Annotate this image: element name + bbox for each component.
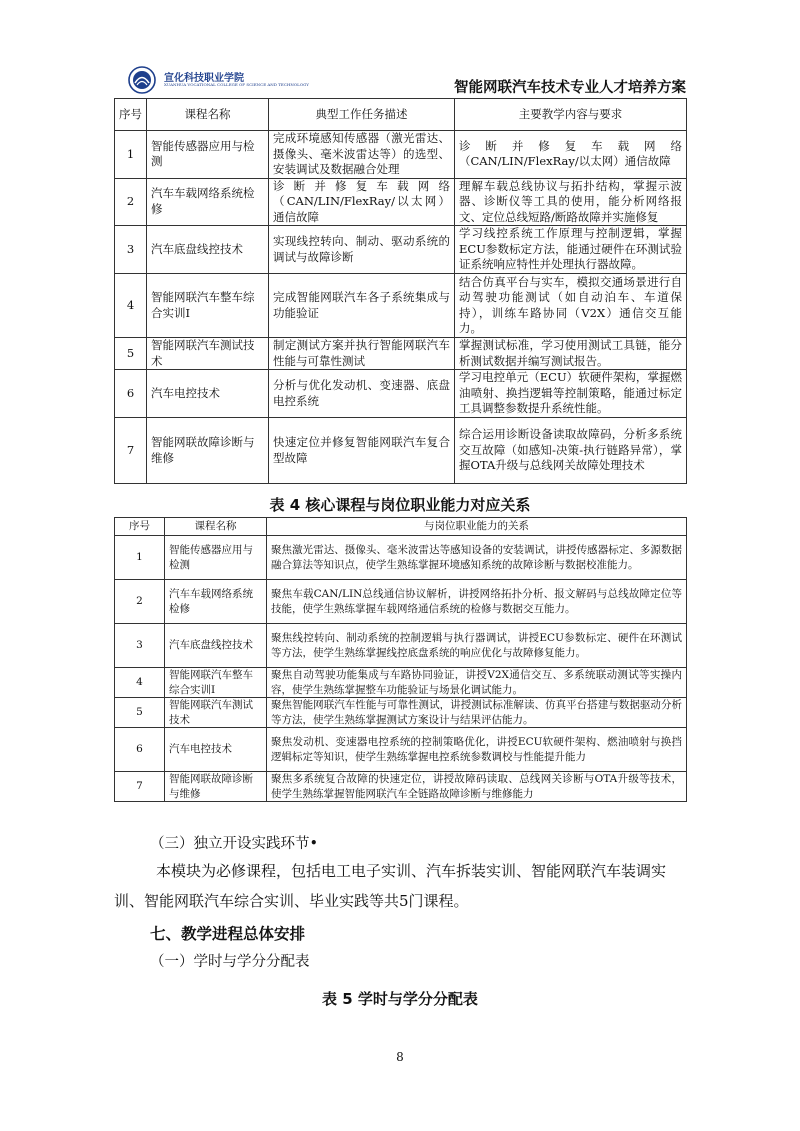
task-description: 完成智能网联汽车各子系统集成与功能验证: [269, 274, 455, 338]
course-ability-table: [114, 517, 687, 802]
school-name: 宣化科技职业学院: [164, 73, 244, 84]
ability-relation: 聚焦多系统复合故障的快速定位，讲授故障码读取、总线网关诊断与OTA升级等技术，使学生熟练掌握智能网联汽车全链路故障诊断与维修能力: [267, 772, 687, 802]
course-name: 汽车车载网络系统检修: [165, 580, 267, 624]
ability-relation: 聚焦发动机、变速器电控系统的控制策略优化，讲授ECU软硬件架构、燃油喷射与换挡逻辑标定等知识，使学生熟练掌握电控系统参数调校与性能提升能力: [267, 728, 687, 772]
page-number: 8: [396, 1050, 404, 1064]
ability-relation: 聚焦自动驾驶功能集成与车路协同验证，讲授V2X通信交互、多系统联动测试等实操内容，使学生熟练掌握整车功能验证与场景化调试能力。: [267, 668, 687, 698]
row-number: 5: [115, 698, 165, 728]
teaching-content: 结合仿真平台与实车，模拟交通场景进行自动驾驶功能测试（如自动泊车、车道保持），训练车路协同（V2X）通信交互能力。: [455, 274, 687, 338]
table-row: [115, 178, 687, 226]
row-number: 6: [115, 370, 147, 418]
table-row: [115, 772, 687, 802]
task-description: 完成环境感知传感器（激光雷达、摄像头、毫米波雷达等）的选型、安装调试及数据融合处理: [269, 131, 455, 179]
header-task: 典型工作任务描述: [269, 99, 455, 131]
table4-caption: 表 4 核心课程与岗位职业能力对应关系: [269, 496, 531, 514]
row-number: 2: [115, 178, 147, 226]
table-row: [115, 418, 687, 484]
teaching-content: 综合运用诊断设备读取故障码，分析多系统交互故障（如感知-决策-执行链路异常），掌握OTA升级与总线网关故障处理技术: [455, 418, 687, 484]
course-name: 汽车底盘线控技术: [147, 226, 269, 274]
table-row: [115, 728, 687, 772]
header-no: 序号: [115, 99, 147, 131]
table-row: [115, 131, 687, 179]
course-name: 智能网联故障诊断与维修: [165, 772, 267, 802]
table-row: [115, 338, 687, 370]
teaching-content: 学习线控系统工作原理与控制逻辑，掌握ECU参数标定方法，能通过硬件在环测试验证系统响应特性并处理执行器故障。: [455, 226, 687, 274]
course-name: 智能网联汽车测试技术: [165, 698, 267, 728]
course-name: 智能网联汽车测试技术: [147, 338, 269, 370]
table-row: [115, 698, 687, 728]
row-number: 3: [115, 624, 165, 668]
task-description: 分析与优化发动机、变速器、底盘电控系统: [269, 370, 455, 418]
course-name: 智能网联汽车整车综合实训Ⅰ: [147, 274, 269, 338]
course-name: 智能传感器应用与检测: [147, 131, 269, 179]
header-content: 主要教学内容与要求: [455, 99, 687, 131]
course-task-table: [114, 98, 687, 484]
page-header: [114, 60, 686, 99]
table-row: [115, 274, 687, 338]
course-name: 智能网联汽车整车综合实训Ⅰ: [165, 668, 267, 698]
table-row: [115, 580, 687, 624]
course-name: 智能传感器应用与检测: [165, 536, 267, 580]
teaching-content: 掌握测试标准，学习使用测试工具链，能分析测试数据并编写测试报告。: [455, 338, 687, 370]
table-row: [115, 624, 687, 668]
document-title: 智能网联汽车技术专业人才培养方案: [454, 79, 686, 96]
ability-relation: 聚焦智能网联汽车性能与可靠性测试，讲授测试标准解读、仿真平台搭建与数据驱动分析等方法，使学生熟练掌握测试方案设计与结果评估能力。: [267, 698, 687, 728]
course-name: 汽车底盘线控技术: [165, 624, 267, 668]
school-logo-icon: [128, 66, 156, 94]
teaching-content: 诊断并修复车载网络（CAN/LIN/FlexRay/以太网）通信故障: [455, 131, 687, 179]
school-name-en: XUANHUA VOCATIONAL COLLEGE OF SCIENCE AND TECHNOLOGY: [164, 82, 309, 87]
table-header-row: [115, 99, 687, 131]
table-row: [115, 536, 687, 580]
ability-relation: 聚焦激光雷达、摄像头、毫米波雷达等感知设备的安装调试，讲授传感器标定、多源数据融合算法等知识点，使学生熟练掌握环境感知系统的故障诊断与数据校准能力。: [267, 536, 687, 580]
row-number: 3: [115, 226, 147, 274]
row-number: 4: [115, 274, 147, 338]
section-heading-7: 七、教学进程总体安排: [150, 925, 306, 943]
teaching-content: 理解车载总线协议与拓扑结构，掌握示波器、诊断仪等工具的使用，能分析网络报文、定位总线短路/断路故障并实施修复: [455, 178, 687, 226]
course-name: 汽车电控技术: [165, 728, 267, 772]
row-number: 7: [115, 772, 165, 802]
row-number: 1: [115, 536, 165, 580]
table-header-row: [115, 518, 687, 536]
table-row: [115, 668, 687, 698]
ability-relation: 聚焦线控转向、制动系统的控制逻辑与执行器调试，讲授ECU参数标定、硬件在环测试等方法，使学生熟练掌握线控底盘系统的响应优化与故障修复能力。: [267, 624, 687, 668]
body-paragraph: 本模块为必修课程，包括电工电子实训、汽车拆装实训、智能网联汽车装调实训、智能网联汽车综合实训、毕业实践等共5门课程。: [114, 862, 667, 910]
row-number: 4: [115, 668, 165, 698]
header-no: 序号: [115, 518, 165, 536]
row-number: 6: [115, 728, 165, 772]
header-course-name: 课程名称: [147, 99, 269, 131]
header-relation: 与岗位职业能力的关系: [267, 518, 687, 536]
row-number: 1: [115, 131, 147, 179]
course-name: 智能网联故障诊断与维修: [147, 418, 269, 484]
teaching-content: 学习电控单元（ECU）软硬件架构，掌握燃油喷射、换挡逻辑等控制策略，能通过标定工具调整参数提升系统性能。: [455, 370, 687, 418]
row-number: 2: [115, 580, 165, 624]
task-description: 诊断并修复车载网络（CAN/LIN/FlexRay/以太网）通信故障: [269, 178, 455, 226]
table5-caption: 表 5 学时与学分分配表: [322, 990, 478, 1008]
course-name: 汽车车载网络系统检修: [147, 178, 269, 226]
course-name: 汽车电控技术: [147, 370, 269, 418]
ability-relation: 聚焦车载CAN/LIN总线通信协议解析，讲授网络拓扑分析、报文解码与总线故障定位等技能，使学生熟练掌握车载网络通信系统的检修与数据交互能力。: [267, 580, 687, 624]
task-description: 制定测试方案并执行智能网联汽车性能与可靠性测试: [269, 338, 455, 370]
row-number: 5: [115, 338, 147, 370]
table-row: [115, 370, 687, 418]
section-subheading-hours: （一）学时与学分分配表: [150, 954, 310, 970]
section-subheading-practice: （三）独立开设实践环节•: [150, 836, 319, 852]
task-description: 快速定位并修复智能网联汽车复合型故障: [269, 418, 455, 484]
row-number: 7: [115, 418, 147, 484]
task-description: 实现线控转向、制动、驱动系统的调试与故障诊断: [269, 226, 455, 274]
header-course-name: 课程名称: [165, 518, 267, 536]
table-row: [115, 226, 687, 274]
